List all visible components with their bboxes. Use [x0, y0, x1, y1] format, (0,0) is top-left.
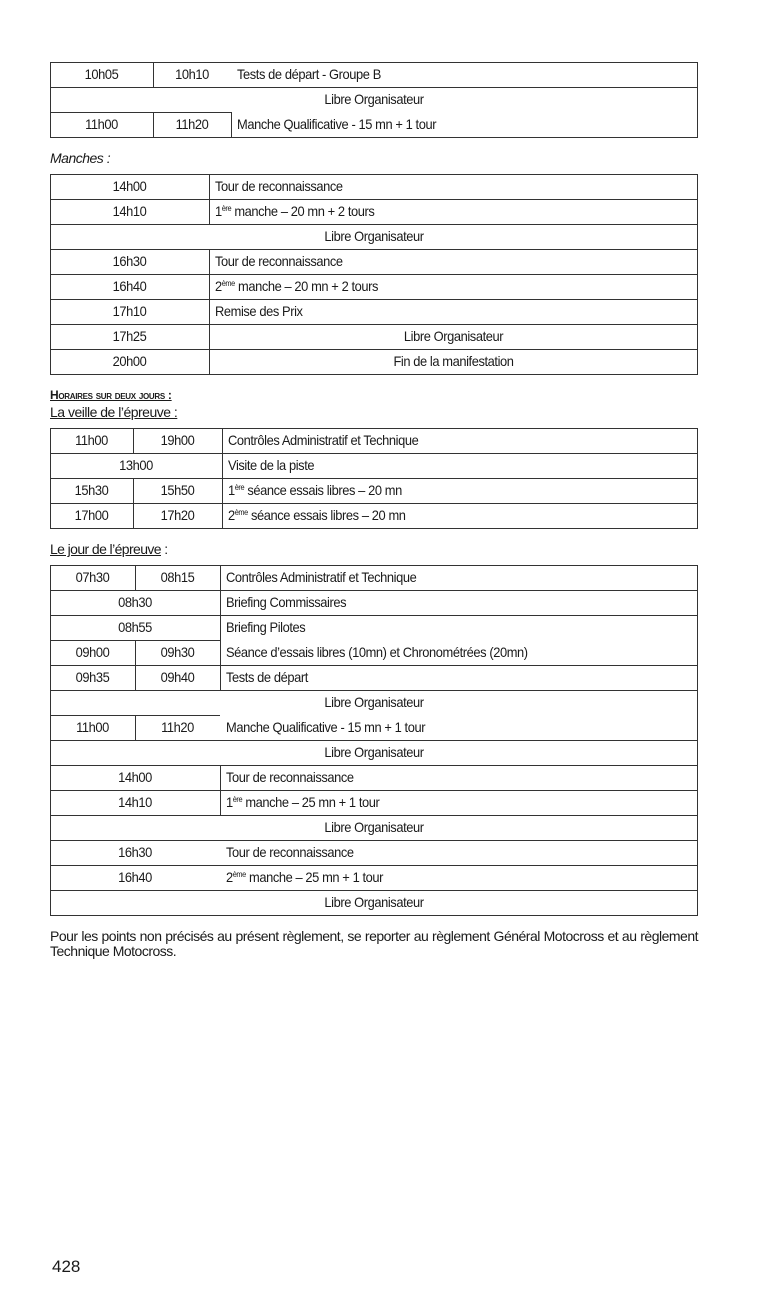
- table-border: [50, 174, 51, 374]
- event-label: Tour de reconnaissance: [215, 178, 343, 194]
- event-label: Tests de départ: [226, 669, 308, 685]
- time: 14h00: [118, 769, 152, 785]
- start-time: 07h30: [75, 569, 110, 585]
- event-label: Tour de reconnaissance: [226, 844, 354, 860]
- section-label-jour-colon: :: [160, 541, 168, 557]
- table-border: [153, 62, 154, 87]
- start-time: 09h35: [75, 669, 110, 685]
- event-label: Libre Organisateur: [324, 91, 424, 107]
- event-label: [226, 865, 383, 890]
- ordinal-number: 1: [226, 794, 233, 810]
- time: 17h25: [112, 328, 147, 344]
- event-label: Remise des Prix: [215, 303, 303, 319]
- event-label: Briefing Commissaires: [226, 594, 347, 610]
- table-border: [135, 715, 136, 740]
- table-border: [209, 174, 210, 224]
- event-text: manche – 20 mn + 2 tours: [231, 203, 375, 219]
- end-time: 11h20: [175, 116, 209, 132]
- section-label-manches: Manches :: [50, 150, 111, 166]
- event-text: séance essais libres – 20 mn: [247, 507, 406, 523]
- ordinal-suffix: ère: [234, 483, 245, 492]
- end-time: 09h30: [160, 644, 195, 660]
- section-label-jour: [50, 541, 168, 557]
- event-label: Libre Organisateur: [324, 228, 424, 244]
- ordinal-suffix: ème: [234, 508, 248, 517]
- end-time: 09h40: [160, 669, 195, 685]
- start-time: 11h00: [76, 719, 109, 735]
- table-border: [50, 428, 51, 528]
- table-border: [50, 137, 698, 138]
- event-text: manche – 25 mn + 1 tour: [245, 869, 384, 885]
- time: 16h40: [112, 278, 147, 294]
- event-text: manche – 25 mn + 1 tour: [242, 794, 380, 810]
- ordinal-number: 1: [228, 482, 235, 498]
- event-label: Tests de départ - Groupe B: [237, 66, 381, 82]
- start-time: 11h00: [75, 432, 108, 448]
- table-border: [697, 565, 698, 915]
- time: 13h00: [119, 457, 153, 473]
- time: 16h30: [118, 844, 152, 860]
- ordinal-number: 2: [228, 507, 235, 523]
- time: 16h40: [118, 869, 152, 885]
- start-time: 17h00: [74, 507, 109, 523]
- start-time: 10h05: [84, 66, 119, 82]
- section-label-jour-text: Le jour de l’épreuve: [50, 541, 161, 557]
- event-label: Fin de la manifestation: [393, 353, 514, 369]
- ordinal-suffix: ème: [221, 279, 235, 288]
- event-label: [226, 790, 379, 815]
- end-time: 19h00: [160, 432, 195, 448]
- table-border: [133, 478, 134, 528]
- table-border: [153, 112, 154, 137]
- page-number: 428: [52, 1257, 81, 1276]
- table-border: [50, 528, 698, 529]
- time: 14h10: [112, 203, 147, 219]
- table-border: [209, 249, 210, 374]
- event-text: séance essais libres – 20 mn: [244, 482, 402, 498]
- event-label: Tour de reconnaissance: [215, 253, 343, 269]
- event-label: [228, 503, 406, 528]
- time: 14h10: [118, 794, 152, 810]
- start-time: 11h00: [85, 116, 118, 132]
- start-time: 15h30: [74, 482, 109, 498]
- table-border: [50, 915, 698, 916]
- ordinal-number: 2: [226, 869, 233, 885]
- table-border: [50, 565, 51, 915]
- end-time: 08h15: [160, 569, 195, 585]
- table-border: [222, 428, 223, 528]
- ordinal-suffix: ème: [232, 870, 246, 879]
- event-text: manche – 20 mn + 2 tours: [234, 278, 379, 294]
- event-label: Contrôles Administratif et Technique: [226, 569, 417, 585]
- end-time: 10h10: [175, 66, 209, 82]
- time: 08h30: [118, 594, 152, 610]
- event-label: Libre Organisateur: [324, 894, 424, 910]
- time: 08h55: [118, 619, 152, 635]
- table-border: [50, 374, 698, 375]
- event-label: Briefing Pilotes: [226, 619, 306, 635]
- event-label: Libre Organisateur: [324, 819, 424, 835]
- end-time: 11h20: [161, 719, 194, 735]
- event-label: Contrôles Administratif et Technique: [228, 432, 419, 448]
- table-border: [697, 62, 698, 137]
- event-label: Libre Organisateur: [403, 328, 504, 344]
- event-label: Libre Organisateur: [324, 694, 424, 710]
- time: 16h30: [112, 253, 147, 269]
- event-label: Tour de reconnaissance: [226, 769, 354, 785]
- ordinal-number: 1: [215, 203, 222, 219]
- event-label: Visite de la piste: [228, 457, 315, 473]
- footer-paragraph: Pour les points non précisés au présent règlement, se reporter au règlement Général Motocross et au règlement Technique Motocross.: [50, 928, 698, 959]
- table-border: [697, 174, 698, 374]
- end-time: 17h20: [160, 507, 195, 523]
- time: 17h10: [112, 303, 147, 319]
- time: 20h00: [112, 353, 147, 369]
- section-heading-two-days: Horaires sur deux jours :: [50, 388, 172, 402]
- end-time: 15h50: [160, 482, 195, 498]
- table-border: [135, 565, 136, 590]
- table-border: [220, 565, 221, 690]
- event-label: Manche Qualificative - 15 mn + 1 tour: [226, 719, 426, 735]
- table-border: [133, 428, 134, 453]
- event-label: Manche Qualificative - 15 mn + 1 tour: [237, 116, 437, 132]
- start-time: 09h00: [75, 644, 110, 660]
- ordinal-suffix: ère: [232, 795, 243, 804]
- ordinal-suffix: ère: [221, 204, 232, 213]
- event-label: [215, 274, 378, 299]
- event-label: [215, 199, 374, 224]
- table-border: [135, 640, 136, 690]
- time: 14h00: [112, 178, 147, 194]
- ordinal-number: 2: [215, 278, 222, 294]
- event-label: [228, 478, 402, 503]
- table-border: [220, 765, 221, 815]
- event-label: Libre Organisateur: [324, 744, 424, 760]
- table-border: [231, 112, 232, 137]
- table-border: [697, 428, 698, 528]
- section-label-veille: La veille de l’épreuve :: [50, 404, 178, 420]
- event-label: Séance d’essais libres (10mn) et Chronométrées (20mn): [226, 644, 528, 660]
- table-border: [50, 62, 51, 137]
